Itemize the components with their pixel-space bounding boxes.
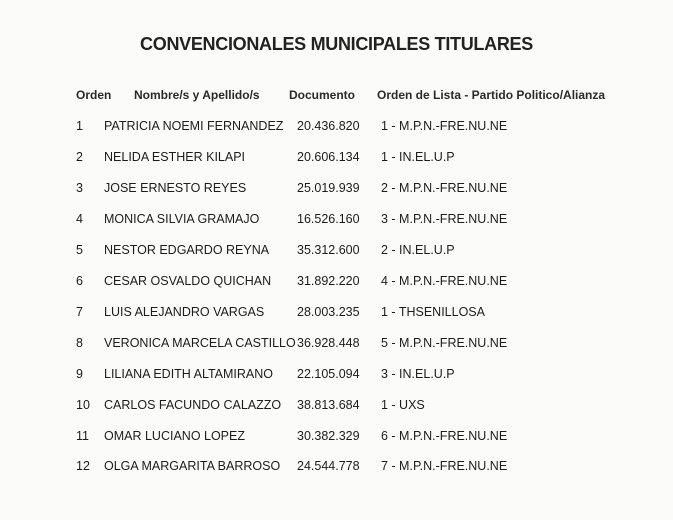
- row-partido: 2 - IN.EL.U.P: [381, 243, 455, 257]
- row-name: OMAR LUCIANO LOPEZ: [104, 429, 245, 443]
- row-partido: 3 - M.P.N.-FRE.NU.NE: [381, 212, 508, 226]
- row-documento: 24.544.778: [297, 459, 360, 473]
- header-orden: Orden: [76, 88, 112, 102]
- row-name: OLGA MARGARITA BARROSO: [104, 459, 281, 473]
- header-nombre: Nombre/s y Apellido/s: [134, 88, 260, 102]
- table-row: [0, 429, 673, 449]
- row-orden: 4: [76, 212, 83, 226]
- table-row: [0, 119, 673, 139]
- row-partido: 1 - THSENILLOSA: [381, 305, 485, 319]
- table-row: [0, 336, 673, 356]
- header-documento: Documento: [289, 88, 355, 102]
- row-documento: 25.019.939: [297, 181, 360, 195]
- table-row: [0, 150, 673, 170]
- row-name: PATRICIA NOEMI FERNANDEZ: [104, 119, 284, 133]
- row-documento: 22.105.094: [297, 367, 360, 381]
- row-partido: 5 - M.P.N.-FRE.NU.NE: [381, 336, 508, 350]
- row-partido: 1 - IN.EL.U.P: [381, 150, 455, 164]
- row-documento: 38.813.684: [297, 398, 360, 412]
- table-row: [0, 398, 673, 418]
- row-name: MONICA SILVIA GRAMAJO: [104, 212, 260, 226]
- row-documento: 16.526.160: [297, 212, 360, 226]
- row-orden: 12: [76, 459, 90, 473]
- row-orden: 10: [76, 398, 90, 412]
- row-name: NESTOR EDGARDO REYNA: [104, 243, 270, 257]
- row-partido: 7 - M.P.N.-FRE.NU.NE: [381, 459, 508, 473]
- row-orden: 2: [76, 150, 83, 164]
- row-name: CARLOS FACUNDO CALAZZO: [104, 398, 282, 412]
- row-orden: 7: [76, 305, 83, 319]
- row-partido: 1 - M.P.N.-FRE.NU.NE: [381, 119, 508, 133]
- row-orden: 9: [76, 367, 83, 381]
- table-row: [0, 305, 673, 325]
- row-documento: 36.928.448: [297, 336, 360, 350]
- row-orden: 8: [76, 336, 83, 350]
- row-name: CESAR OSVALDO QUICHAN: [104, 274, 272, 288]
- row-documento: 31.892.220: [297, 274, 360, 288]
- row-name: JOSE ERNESTO REYES: [104, 181, 247, 195]
- row-orden: 5: [76, 243, 83, 257]
- table-row: [0, 181, 673, 201]
- row-documento: 35.312.600: [297, 243, 360, 257]
- table-row: [0, 367, 673, 387]
- row-documento: 20.606.134: [297, 150, 360, 164]
- row-orden: 11: [76, 429, 89, 443]
- row-partido: 1 - UXS: [381, 398, 425, 412]
- row-orden: 1: [76, 119, 83, 133]
- header-partido: Orden de Lista - Partido Politico/Alianza: [377, 88, 606, 102]
- table-row: [0, 243, 673, 263]
- row-orden: 3: [76, 181, 83, 195]
- row-documento: 28.003.235: [297, 305, 360, 319]
- table-row: [0, 459, 673, 479]
- row-name: LILIANA EDITH ALTAMIRANO: [104, 367, 274, 381]
- table-row: [0, 212, 673, 232]
- row-name: NELIDA ESTHER KILAPI: [104, 150, 246, 164]
- row-partido: 3 - IN.EL.U.P: [381, 367, 455, 381]
- row-name: VERONICA MARCELA CASTILLO: [104, 336, 296, 350]
- table-row: [0, 274, 673, 294]
- row-documento: 30.382.329: [297, 429, 360, 443]
- row-documento: 20.436.820: [297, 119, 360, 133]
- row-partido: 4 - M.P.N.-FRE.NU.NE: [381, 274, 508, 288]
- row-partido: 6 - M.P.N.-FRE.NU.NE: [381, 429, 508, 443]
- document-title: CONVENCIONALES MUNICIPALES TITULARES: [140, 34, 533, 54]
- row-orden: 6: [76, 274, 83, 288]
- row-name: LUIS ALEJANDRO VARGAS: [104, 305, 265, 319]
- row-partido: 2 - M.P.N.-FRE.NU.NE: [381, 181, 508, 195]
